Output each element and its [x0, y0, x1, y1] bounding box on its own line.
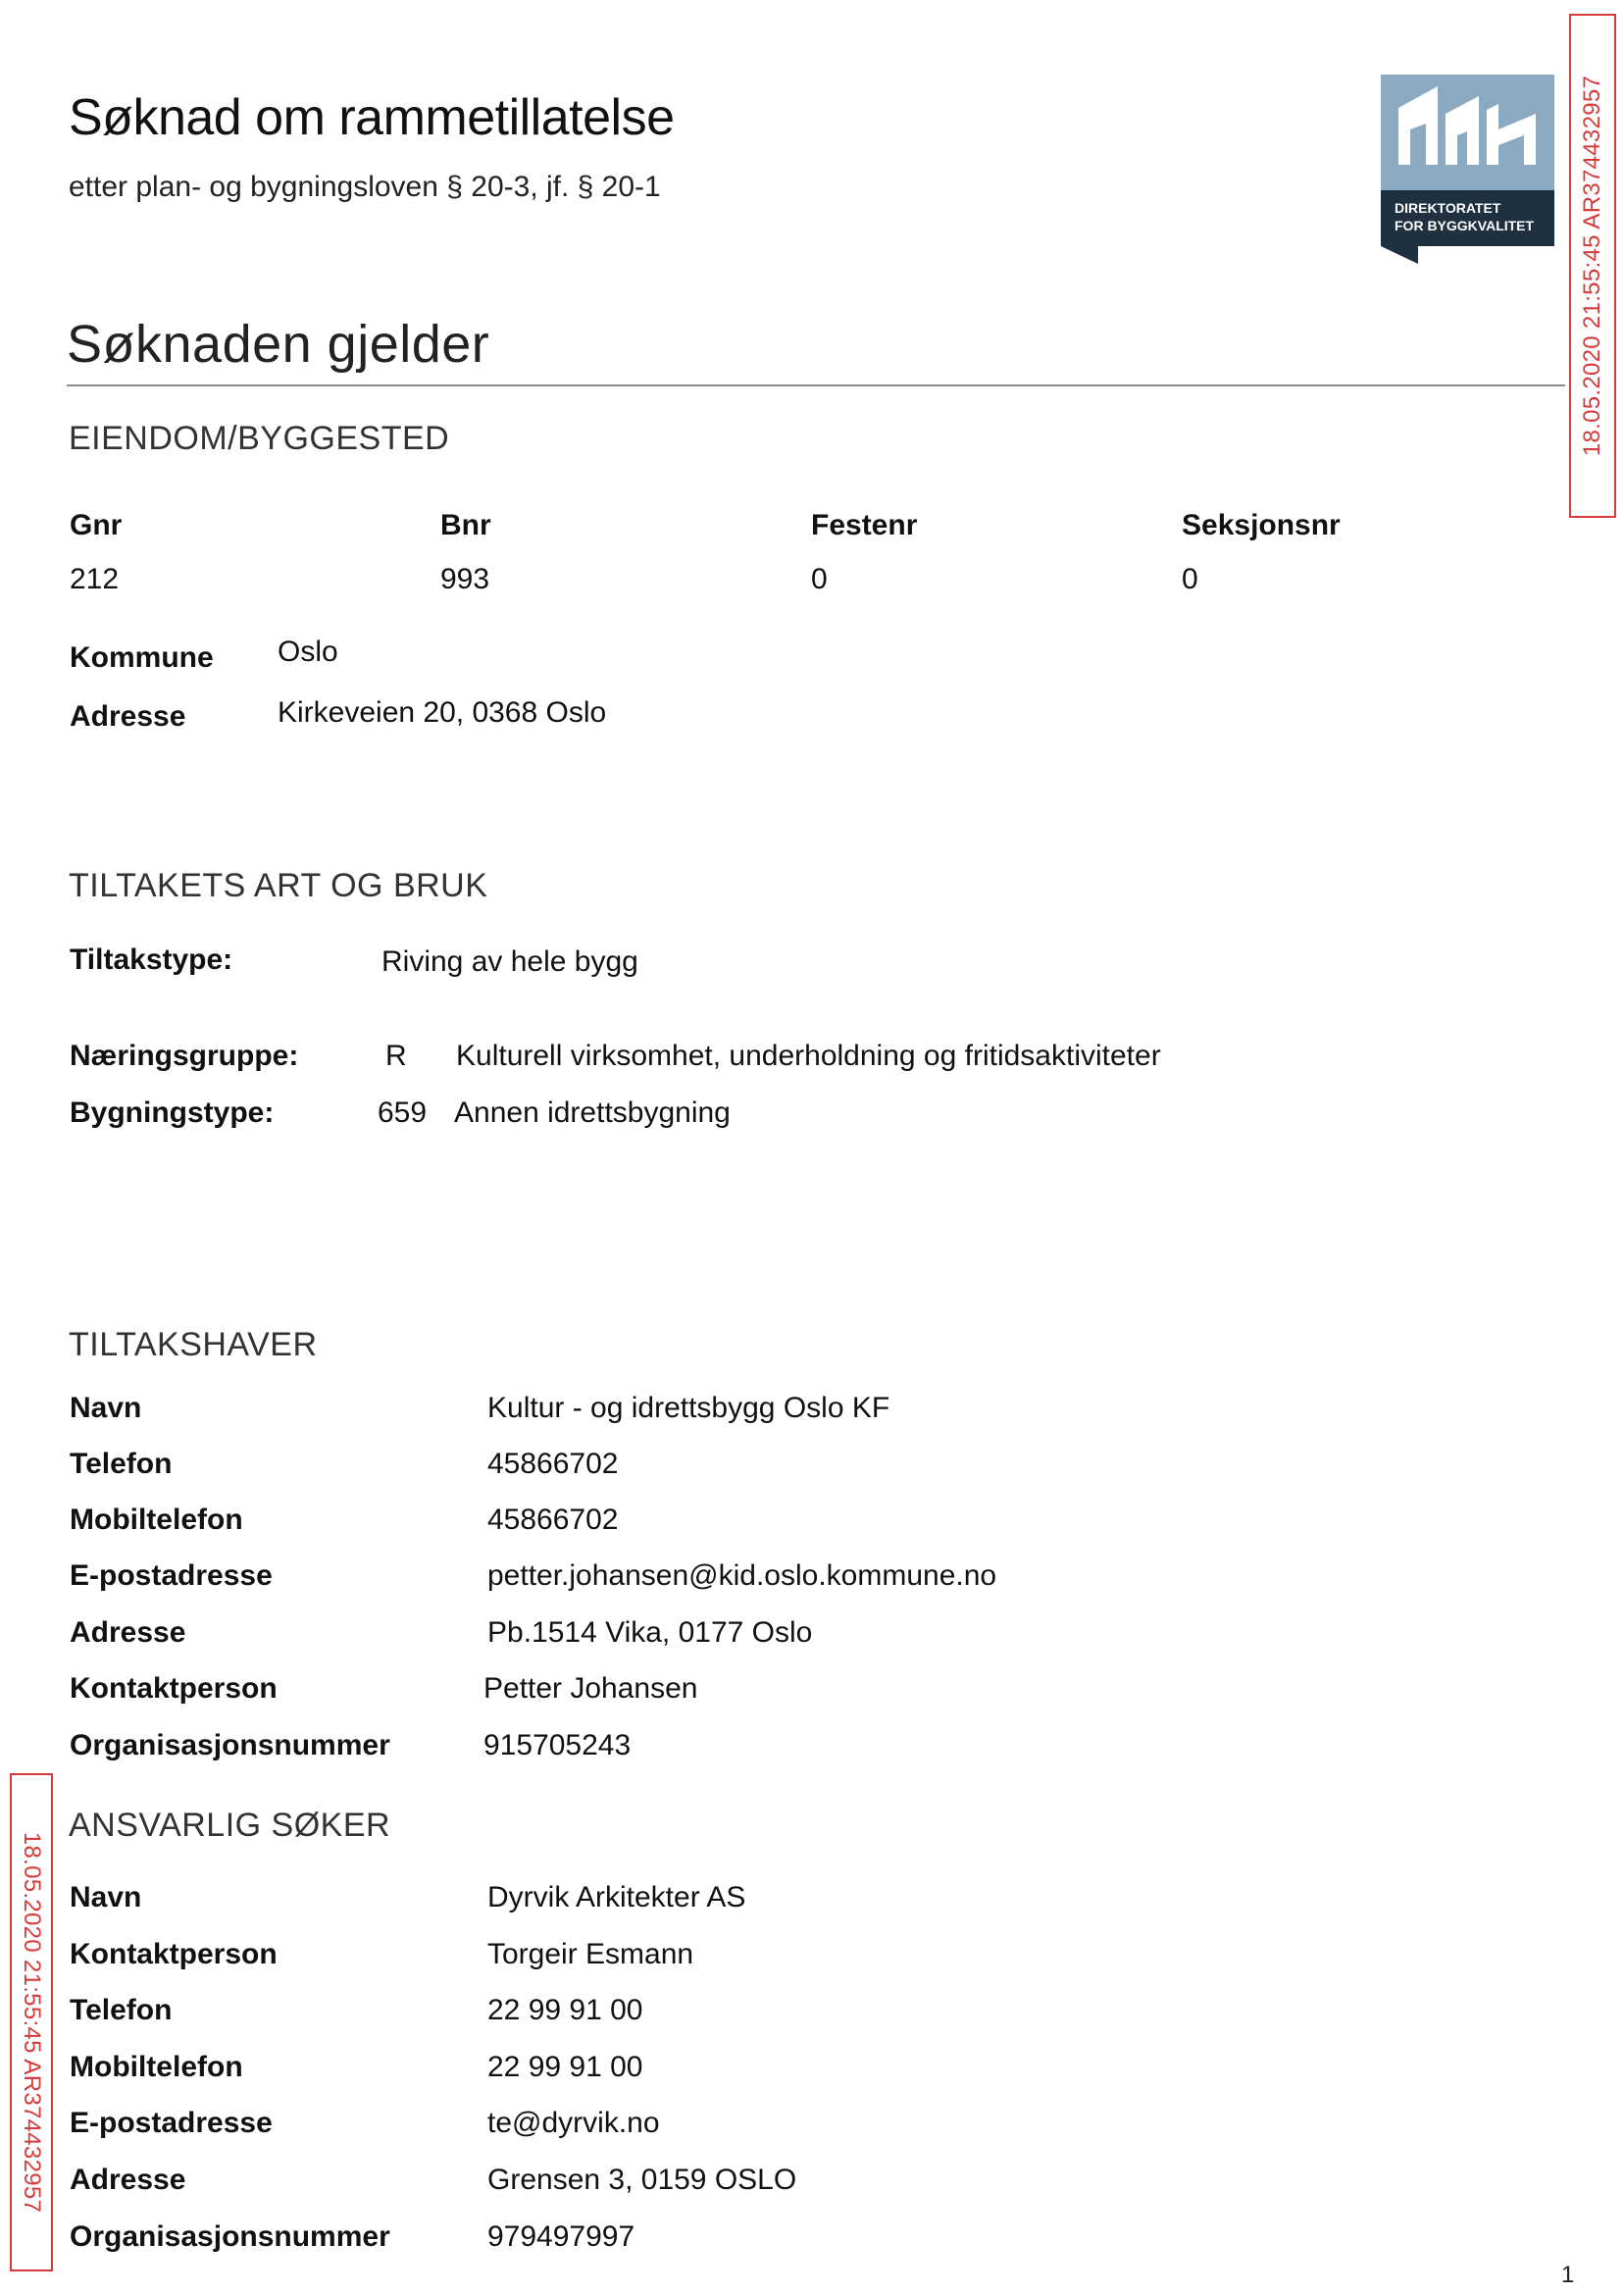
tiltakshaver-orgnr-value: 915705243 [483, 1729, 632, 1761]
soker-adresse-label: Adresse [70, 2164, 186, 2196]
archive-stamp-left [10, 1773, 53, 2271]
seksjonsnr-value: 0 [1182, 563, 1198, 595]
soker-orgnr-value: 979497997 [487, 2220, 635, 2253]
tiltakshaver-epost-value: petter.johansen@kid.oslo.kommune.no [487, 1559, 997, 1592]
gnr-value: 212 [70, 563, 120, 595]
soker-epost-value: te@dyrvik.no [487, 2107, 660, 2139]
document-subtitle: etter plan- og bygningsloven § 20-3, jf. § 20-1 [69, 171, 661, 203]
section-divider [67, 384, 1565, 386]
archive-stamp-text-left: 18.05.2020 21:55:45 AR374432957 [19, 1831, 45, 2214]
tiltakshaver-epost-label: E-postadresse [70, 1559, 273, 1592]
tiltakshaver-orgnr-label: Organisasjonsnummer [70, 1729, 390, 1761]
soker-kontakt-label: Kontaktperson [70, 1938, 278, 1970]
naeringsgruppe-label: Næringsgruppe: [70, 1040, 299, 1072]
document-title: Søknad om rammetillatelse [69, 89, 675, 146]
bygningstype-value: Annen idrettsbygning [454, 1096, 731, 1129]
tiltakshaver-adresse-value: Pb.1514 Vika, 0177 Oslo [487, 1616, 813, 1649]
soker-telefon-label: Telefon [70, 1994, 173, 2026]
section-title: Søknaden gjelder [67, 315, 490, 374]
soker-mobil-label: Mobiltelefon [70, 2051, 243, 2083]
tiltakshaver-navn-label: Navn [70, 1392, 142, 1424]
seksjonsnr-label: Seksjonsnr [1182, 509, 1341, 541]
bnr-label: Bnr [440, 509, 491, 541]
soker-mobil-value: 22 99 91 00 [487, 2051, 643, 2083]
soker-heading: ANSVARLIG SØKER [69, 1807, 391, 1844]
tiltakshaver-telefon-label: Telefon [70, 1448, 173, 1480]
festenr-label: Festenr [811, 509, 918, 541]
page-number: 1 [1561, 2262, 1575, 2288]
tiltakstype-value: Riving av hele bygg [381, 945, 638, 978]
tiltakshaver-mobil-label: Mobiltelefon [70, 1504, 243, 1536]
tiltakshaver-heading: TILTAKSHAVER [69, 1326, 318, 1363]
archive-stamp-right [1569, 14, 1616, 518]
tiltakshaver-kontakt-value: Petter Johansen [483, 1672, 698, 1705]
soker-orgnr-label: Organisasjonsnummer [70, 2220, 390, 2253]
festenr-value: 0 [811, 563, 828, 595]
soker-telefon-value: 22 99 91 00 [487, 1994, 643, 2026]
tiltakstype-label: Tiltakstype: [70, 943, 233, 976]
soker-kontakt-value: Torgeir Esmann [487, 1938, 694, 1970]
naeringsgruppe-value: Kulturell virksomhet, underholdning og fritidsaktiviteter [456, 1040, 1161, 1072]
tiltakshaver-mobil-value: 45866702 [487, 1504, 619, 1536]
kommune-label: Kommune [70, 641, 214, 674]
bnr-value: 993 [440, 563, 490, 595]
tiltakshaver-navn-value: Kultur - og idrettsbygg Oslo KF [487, 1392, 890, 1424]
tiltakshaver-adresse-label: Adresse [70, 1616, 186, 1649]
tiltakshaver-telefon-value: 45866702 [487, 1448, 619, 1480]
kommune-value: Oslo [278, 636, 338, 668]
dibk-logo [1381, 75, 1554, 264]
soker-epost-label: E-postadresse [70, 2107, 273, 2139]
logo-line2: FOR BYGGKVALITET [1395, 218, 1535, 233]
bygningstype-label: Bygningstype: [70, 1096, 275, 1129]
adresse-value: Kirkeveien 20, 0368 Oslo [278, 696, 607, 729]
soker-navn-value: Dyrvik Arkitekter AS [487, 1881, 746, 1913]
tiltak-heading: TILTAKETS ART OG BRUK [69, 867, 488, 904]
gnr-label: Gnr [70, 509, 123, 541]
tiltakshaver-kontakt-label: Kontaktperson [70, 1672, 278, 1705]
naeringsgruppe-code: R [385, 1040, 407, 1072]
soker-adresse-value: Grensen 3, 0159 OSLO [487, 2164, 797, 2196]
logo-line1: DIREKTORATET [1395, 200, 1501, 216]
eiendom-heading: EIENDOM/BYGGESTED [69, 420, 450, 457]
bygningstype-code: 659 [378, 1096, 428, 1129]
adresse-label: Adresse [70, 700, 186, 733]
soker-navn-label: Navn [70, 1881, 142, 1913]
archive-stamp-text-right: 18.05.2020 21:55:45 AR374432957 [1579, 75, 1605, 457]
building-logo-icon [1381, 75, 1554, 264]
